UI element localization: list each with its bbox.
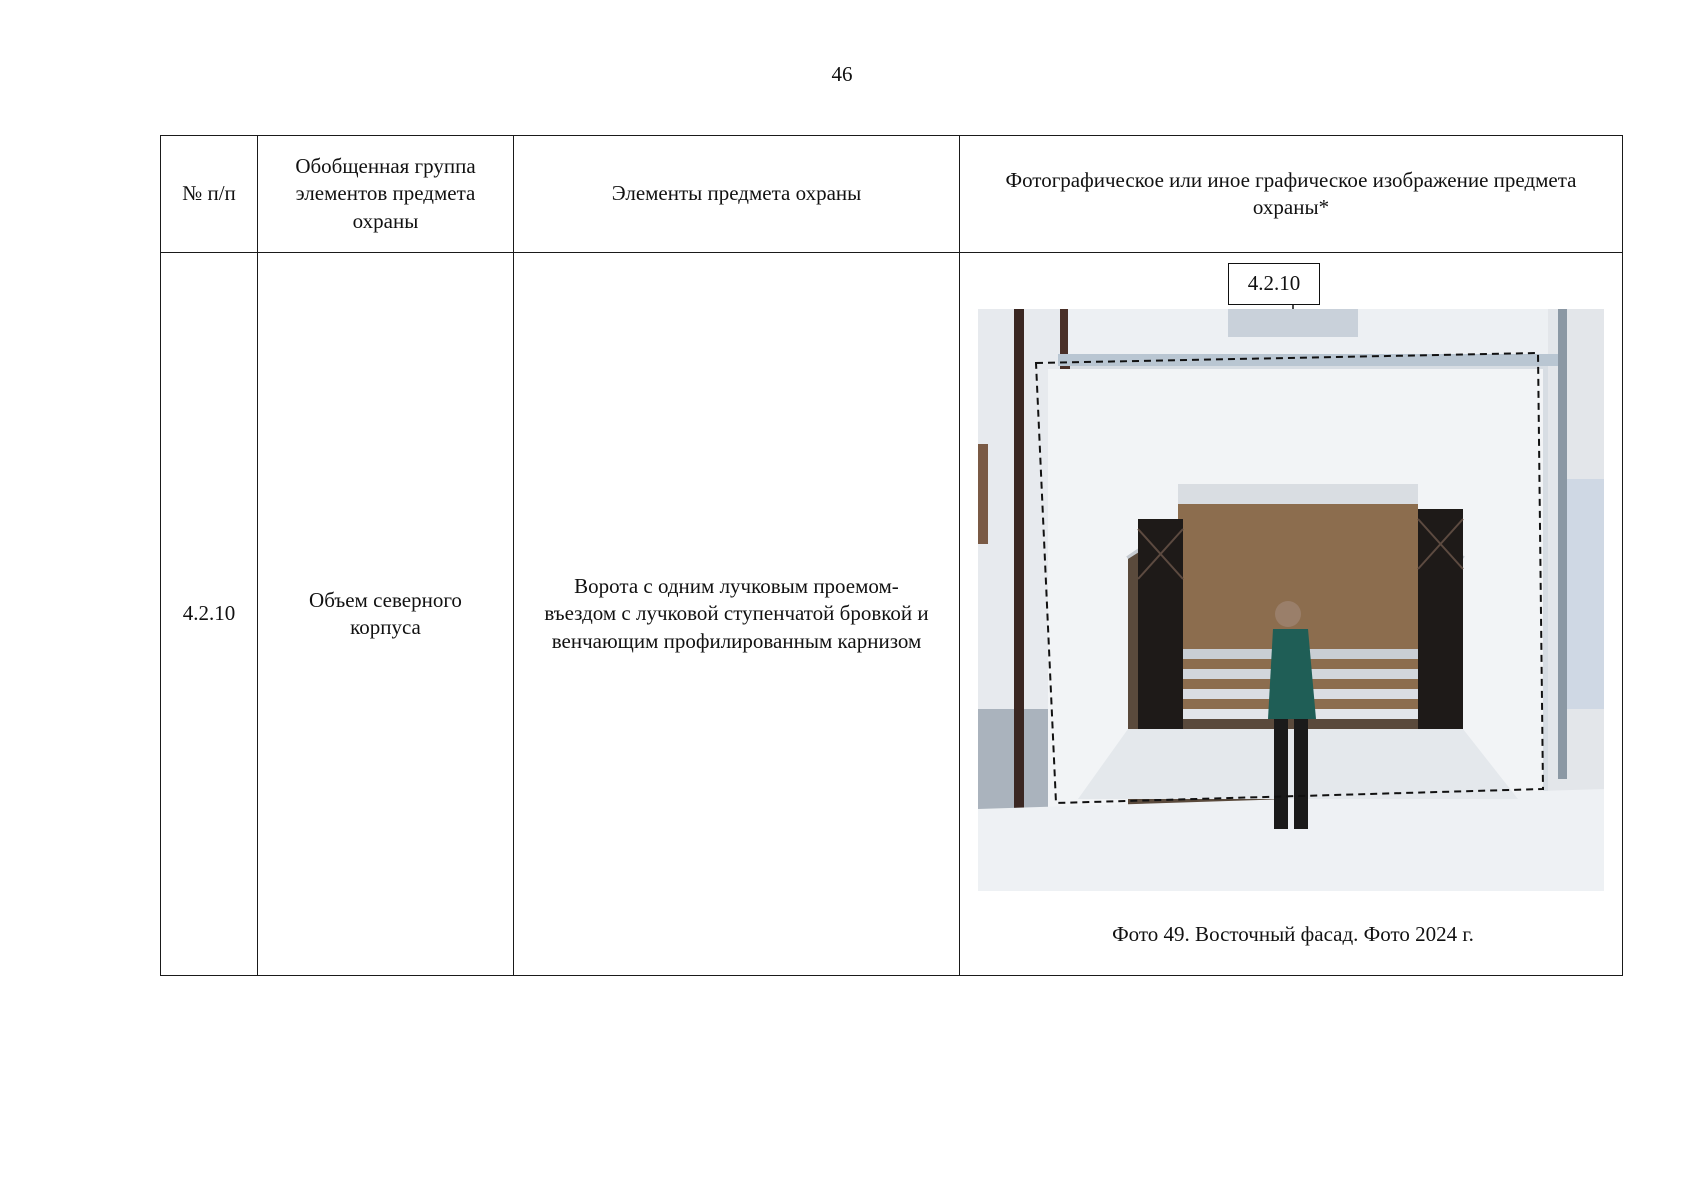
- header-number: № п/п: [161, 136, 258, 253]
- row-image-cell: [960, 253, 1623, 976]
- table-row: [161, 253, 1623, 976]
- table-header-row: [161, 136, 1623, 253]
- photo-label: 4.2.10: [1228, 263, 1320, 305]
- protection-table: [160, 135, 1623, 976]
- header-elements: Элементы предмета охраны: [514, 136, 960, 253]
- row-number: 4.2.10: [161, 253, 258, 976]
- header-group: Обобщенная группа элементов предмета охраны: [258, 136, 514, 253]
- row-elements: Ворота с одним лучковым проемом-въездом с лучковой ступенчатой бровкой и венчающим профилированным карнизом: [514, 253, 960, 976]
- photo-caption: Фото 49. Восточный фасад. Фото 2024 г.: [1112, 922, 1474, 946]
- facade-photo: [978, 309, 1604, 891]
- row-group: Объем северного корпуса: [258, 253, 514, 976]
- header-image: Фотографическое или иное графическое изображение предмета охраны*: [960, 136, 1623, 253]
- page-number: 46: [831, 62, 853, 86]
